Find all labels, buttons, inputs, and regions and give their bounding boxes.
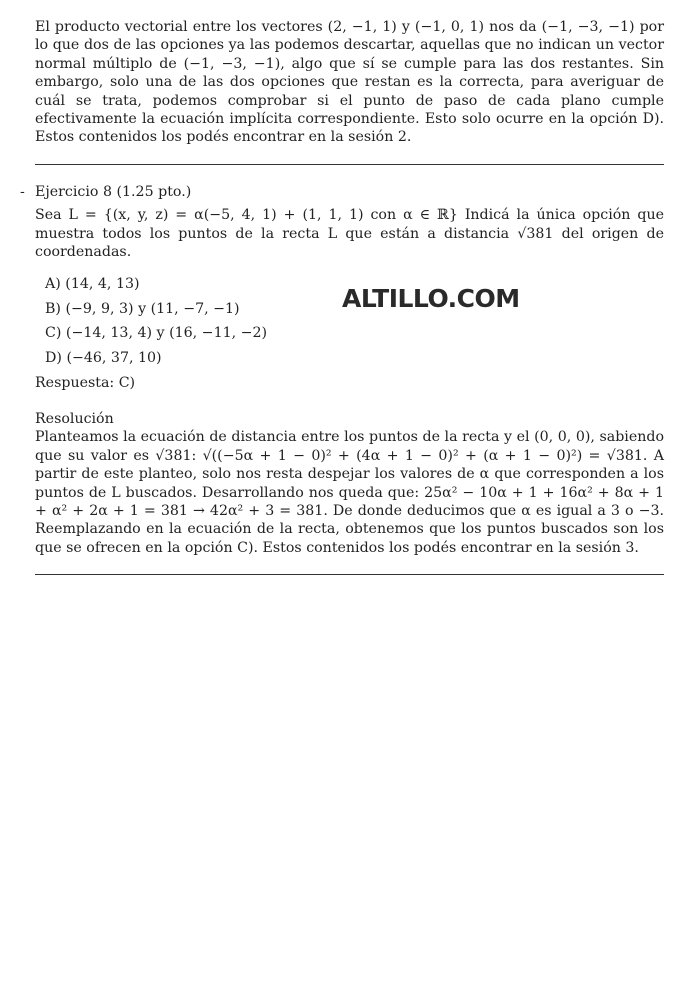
option-letter: D) <box>45 349 62 366</box>
exercise-header <box>20 183 664 201</box>
option-text: (14, 4, 13) <box>65 276 140 293</box>
option-text: (−46, 37, 10) <box>66 349 162 366</box>
option-letter: B) <box>45 300 61 317</box>
section-divider <box>35 164 664 165</box>
option-text: (−9, 9, 3) y (11, −7, −1) <box>65 300 240 317</box>
exercise-question: Sea L = {(x, y, z) = α(−5, 4, 1) + (1, 1, 1) con α ∈ ℝ} Indicá la única opción que muestra todos los puntos de la recta L que están a distancia √381 del origen de coordenadas. <box>35 207 664 261</box>
option-d <box>45 346 664 371</box>
option-letter: C) <box>45 325 62 342</box>
resolution-title: Resolución <box>35 410 114 427</box>
answer-line: Respuesta: C) <box>35 375 136 392</box>
list-bullet: - <box>20 183 25 200</box>
option-letter: A) <box>45 276 61 293</box>
resolution-paragraph: Planteamos la ecuación de distancia entre los puntos de la recta y el (0, 0, 0), sabiendo que su valor es √381: √((−5α + 1 − 0)² + (4α + 1 − 0)² + (α + 1 − 0)²) = √381. A partir de este planteo, solo nos resta despejar los valores de α que corresponden a los puntos de L buscados. Desarrollando nos queda que: 25α² − 10α + 1 + 16α² + 8α + 1 + α² + 2α + 1 = 381 → 42α² + 3 = 381. De donde deducimos que α es igual a 3 o −3. Reemplazando en la ecuación de la recta, obtenemos que los puntos buscados son los que se ofrecen en la opción C). Estos contenidos los podés encontrar en la sesión 3. <box>35 429 664 556</box>
exercise-title: Ejercicio 8 (1.25 pto.) <box>35 183 192 200</box>
watermark-logo: ALTILLO.COM <box>342 284 520 313</box>
option-c <box>45 321 664 346</box>
section-divider <box>35 574 664 575</box>
intro-paragraph: El producto vectorial entre los vectores (2, −1, 1) y (−1, 0, 1) nos da (−1, −3, −1) por lo que dos de las opciones ya las podemos descartar, aquellas que no indican un vector normal múltiplo de (−1, −3, −1), algo que sí se cumple para las dos restantes. Sin embargo, solo una de las dos opciones que restan es la correcta, para averiguar de cuál se trata, podemos comprobar si el punto de paso de cada plano cumple efectivamente la ecuación implícita correspondiente. Esto solo ocurre en la opción D). Estos contenidos los podés encontrar en la sesión 2. <box>35 19 664 146</box>
option-text: (−14, 13, 4) y (16, −11, −2) <box>65 325 268 342</box>
